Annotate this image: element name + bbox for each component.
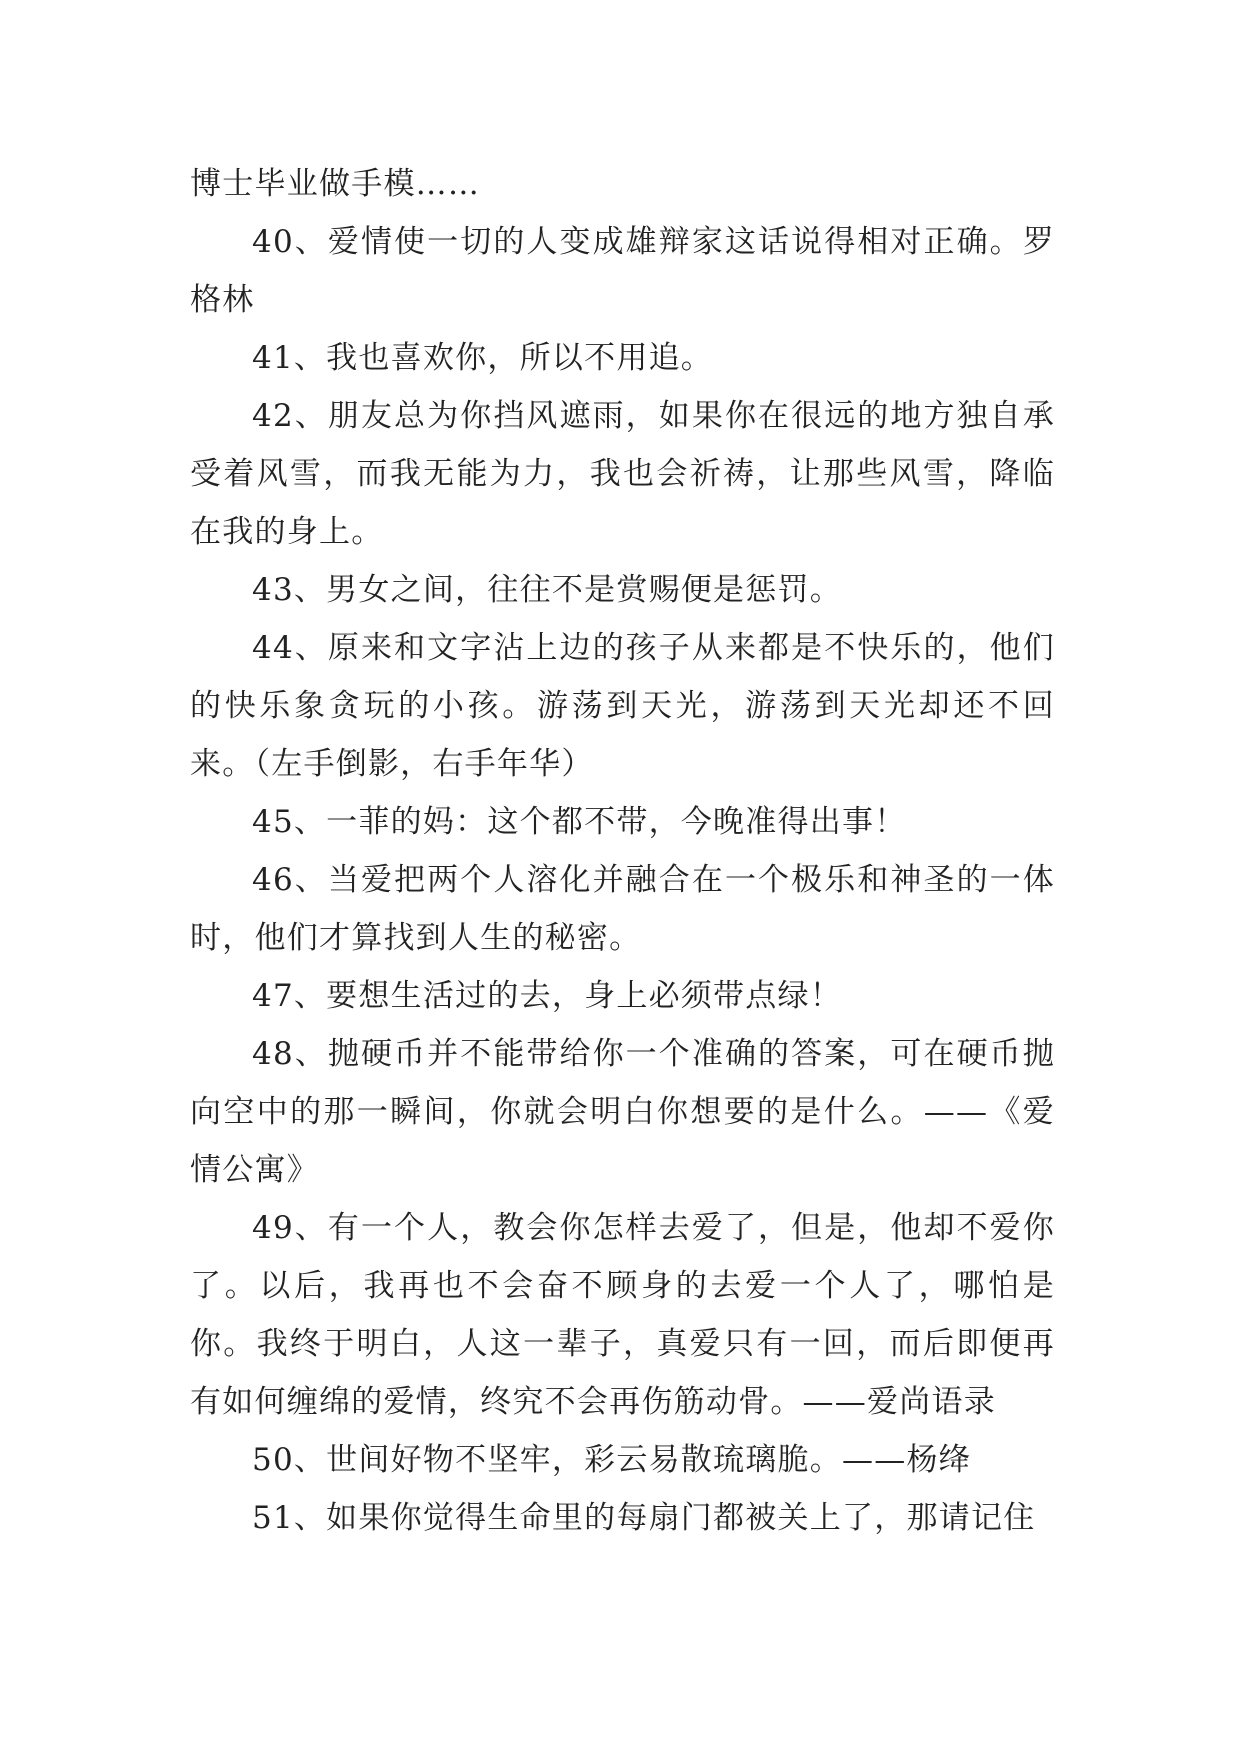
quote-40: 40、爱情使一切的人变成雄辩家这话说得相对正确。罗格林 <box>190 224 1055 318</box>
quote-46: 46、当爱把两个人溶化并融合在一个极乐和神圣的一体时，他们才算找到人生的秘密。 <box>190 862 1055 956</box>
quote-41: 41、我也喜欢你，所以不用追。 <box>252 340 714 376</box>
quote-45: 45、一菲的妈：这个都不带，今晚准得出事！ <box>252 804 907 840</box>
quote-51: 51、如果你觉得生命里的每扇门都被关上了，那请记住 <box>252 1500 1036 1536</box>
quote-44: 44、原来和文字沾上边的孩子从来都是不快乐的，他们的快乐象贪玩的小孩。游荡到天光，游荡到天光却还不回来。（左手倒影，右手年华） <box>190 630 1055 782</box>
quote-47: 47、要想生活过的去，身上必须带点绿！ <box>252 978 843 1014</box>
text-column <box>190 155 1055 1547</box>
quote-49: 49、有一个人，教会你怎样去爱了，但是，他却不爱你了。以后，我再也不会奋不顾身的去爱一个人了，哪怕是你。我终于明白，人这一辈子，真爱只有一回，而后即便再有如何缠绵的爱情，终究不会再伤筋动骨。——爱尚语录 <box>190 1210 1055 1420</box>
quote-42: 42、朋友总为你挡风遮雨，如果你在很远的地方独自承受着风雪，而我无能为力，我也会祈祷，让那些风雪，降临在我的身上。 <box>190 398 1055 550</box>
quote-48: 48、抛硬币并不能带给你一个准确的答案，可在硬币抛向空中的那一瞬间，你就会明白你想要的是什么。——《爱情公寓》 <box>190 1036 1055 1188</box>
quote-50: 50、世间好物不坚牢，彩云易散琉璃脆。——杨绛 <box>252 1442 971 1478</box>
paragraph-continuation: 博士毕业做手模…… <box>190 166 481 202</box>
quote-43: 43、男女之间，往往不是赏赐便是惩罚。 <box>252 572 843 608</box>
